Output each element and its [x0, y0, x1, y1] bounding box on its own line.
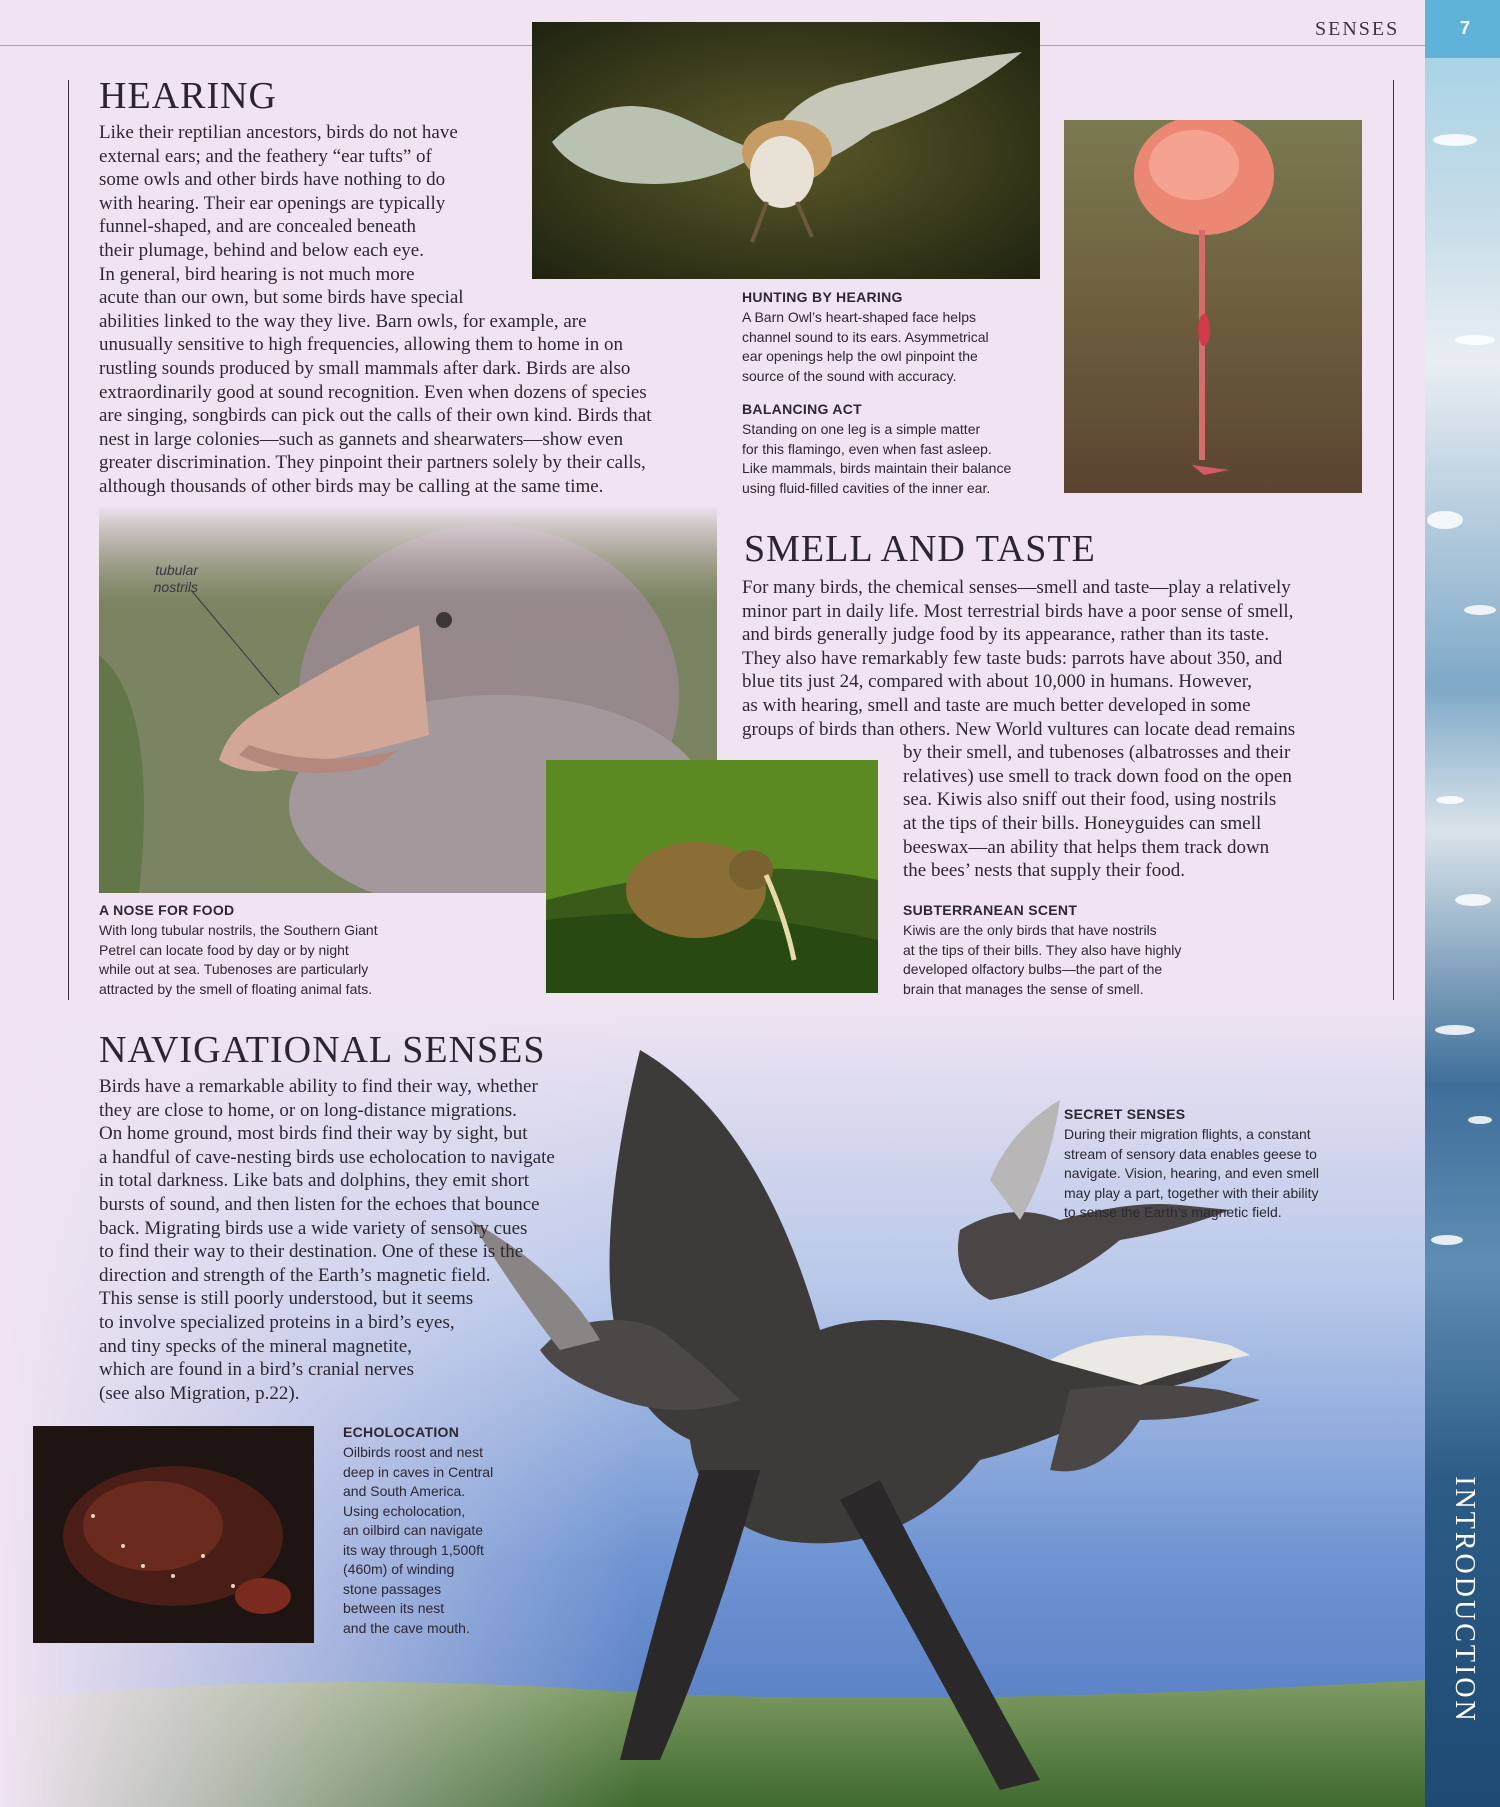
navigation-body: Birds have a remarkable ability to find their way, whether they are close to home, or on long-distance migrations. On home ground, most birds find their way by sight, but a handful of cave-nesting birds use echolocation to navigate in total darkness. Like bats and dolphins, they emit short bursts of sound, and then listen for the echoes that bounce back. Migrating birds use a wide variety of sensory cues to find their way to their destination. One of these is the direction and strength of the Earth’s magnetic field. This sense is still poorly understood, but it seems to involve specialized proteins in a bird’s eyes, and tiny specks of the mineral magnetite, which are found in a bird’s cranial nerves (see also Migration, p.22).: [99, 1076, 555, 1404]
running-header: SENSES: [1315, 18, 1400, 40]
page-number: 7: [1460, 18, 1471, 38]
caption-echolocation: ECHOLOCATION Oilbirds roost and nest deep in caves in Central and South America. Using echolocation, an oilbird can navigate its way through 1,500ft (460m) of winding stone passages between its nest and the cave mouth.: [343, 1424, 494, 1636]
barn-owl-photo: [532, 22, 1040, 279]
heading-hearing: HEARING: [99, 75, 277, 117]
caption-balancing-act: BALANCING ACT Standing on one leg is a simple matter for this flamingo, even when fast asleep. Like mammals, birds maintain their balance using fluid-filled cavities of the inner ear.: [742, 401, 1012, 496]
annotation-tubular-nostrils: tubular nostrils: [153, 562, 198, 595]
caption-subterranean-scent: SUBTERRANEAN SCENT Kiwis are the only birds that have nostrils at the tips of their bills. They also have highly developed olfactory bulbs—the part of the brain that manages the sense of smell.: [903, 902, 1182, 997]
caption-nose-for-food: A NOSE FOR FOOD With long tubular nostrils, the Southern Giant Petrel can locate food by day or by night while out at sea. Tubenoses are particularly attracted by the smell of floating animal fats.: [99, 902, 378, 997]
chapter-label: INTRODUCTION: [1449, 1476, 1480, 1724]
caption-hunting-by-hearing: HUNTING BY HEARING A Barn Owl’s heart-shaped face helps channel sound to its ears. Asymmetrical ear openings help the owl pinpoint the source of the sound with accuracy.: [742, 289, 989, 384]
hearing-body: Like their reptilian ancestors, birds do not have external ears; and the feathery “ear tufts” of some owls and other birds have nothing to do with hearing. Their ear openings are typically funnel-shaped, and are concealed beneath their plumage, behind and below each eye. In general, bird hearing is not much more acute than our own, but some birds have special abilities linked to the way they live. Barn owls, for example, are unusually sensitive to high frequencies, allowing them to home in on rustling sounds produced by small mammals after dark. Birds are also extraordinarily good at sound recognition. Even when dozens of species are singing, songbirds can pick out the calls of their own kind. Birds that nest in large colonies—such as gannets and shearwaters—show even greater discrimination. They pinpoint their partners solely by their calls, although thousands of other birds may be calling at the same time.: [99, 122, 652, 497]
heading-navigational-senses: NAVIGATIONAL SENSES: [99, 1029, 546, 1071]
caption-secret-senses: SECRET SENSES During their migration flights, a constant stream of sensory data enables geese to navigate. Vision, hearing, and even smell may play a part, together with their ability to sense the Earth’s magnetic field.: [1064, 1106, 1320, 1220]
heading-smell-and-taste: SMELL AND TASTE: [744, 528, 1096, 570]
flamingo-photo: [1064, 120, 1362, 493]
oilbird-photo: [33, 1426, 314, 1643]
smell-body: For many birds, the chemical senses—smell and taste—play a relatively minor part in daily life. Most terrestrial birds have a poor sense of smell, and birds generally judge food by its appearance, rather than its taste. They also have remarkably few taste buds: parrots have about 350, and blue tits just 24, compared with about 10,000 in humans. However, as with hearing, smell and taste are much better developed in some groups of birds than others. New World vultures can locate dead remains by their smell, and tubenoses (albatrosses and their relatives) use smell to track down food on the open sea. Kiwis also sniff out their food, using nostrils at the tips of their bills. Honeyguides can smell beeswax—an ability that helps them track down the bees’ nests that supply their food.: [742, 577, 1296, 882]
